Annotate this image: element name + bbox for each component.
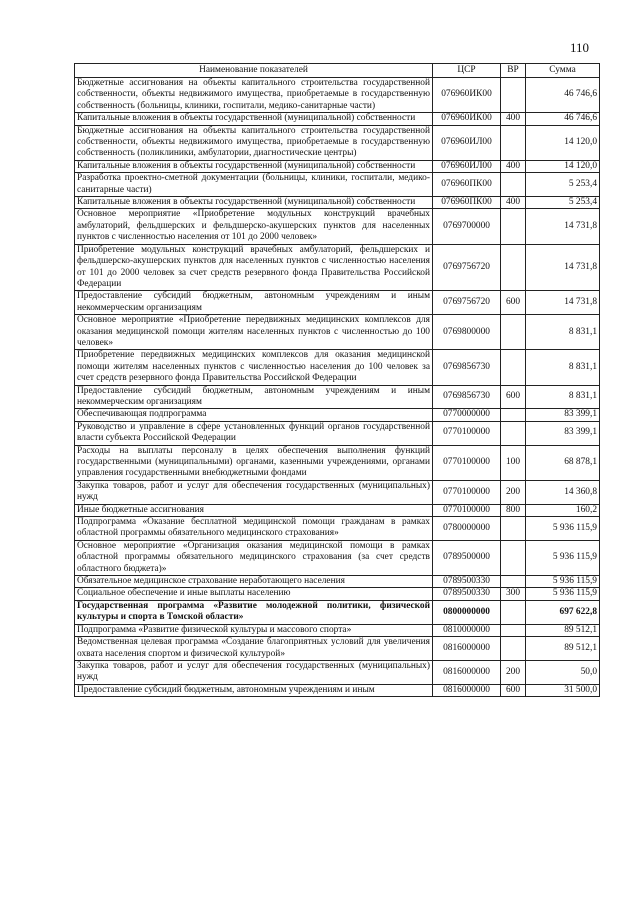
header-sum: Сумма: [526, 64, 600, 78]
cell-name: Бюджетные ассигнования на объекты капитального строительства государственной собственности, объекты недвижимого имущества, приобретаемые в государственную собственность (поликлиники, амбулатории, диагностические центры): [75, 125, 433, 160]
cell-csr: 0769700000: [433, 209, 501, 244]
cell-csr: 0770000000: [433, 409, 501, 421]
cell-sum: 14 120,0: [526, 160, 600, 172]
cell-vr: 400: [501, 113, 526, 125]
cell-sum: 46 746,6: [526, 78, 600, 113]
cell-csr: 0816000000: [433, 637, 501, 661]
cell-vr: 400: [501, 160, 526, 172]
cell-vr: 300: [501, 588, 526, 600]
cell-sum: 83 399,1: [526, 421, 600, 445]
cell-name: Закупка товаров, работ и услуг для обеспечения государственных (муниципальных) нужд: [75, 660, 433, 684]
header-csr: ЦСР: [433, 64, 501, 78]
cell-vr: [501, 125, 526, 160]
cell-name: Капитальные вложения в объекты государственной (муниципальной) собственности: [75, 197, 433, 209]
cell-sum: 697 622,8: [526, 600, 600, 624]
cell-csr: 0816000000: [433, 684, 501, 696]
table-row: [75, 197, 600, 209]
table-row: [75, 684, 600, 696]
table-row: [75, 350, 600, 385]
cell-csr: 0770100000: [433, 445, 501, 480]
table-row: [75, 385, 600, 409]
cell-csr: 0789500000: [433, 540, 501, 575]
header-name: Наименование показателей: [75, 64, 433, 78]
table-row: [75, 78, 600, 113]
table-row: [75, 409, 600, 421]
cell-sum: 50,0: [526, 660, 600, 684]
table-row: [75, 504, 600, 516]
cell-sum: 5 253,4: [526, 197, 600, 209]
cell-vr: 200: [501, 660, 526, 684]
cell-csr: 0770100000: [433, 421, 501, 445]
cell-vr: 100: [501, 445, 526, 480]
cell-name: Капитальные вложения в объекты государственной (муниципальной) собственности: [75, 160, 433, 172]
cell-csr: 0800000000: [433, 600, 501, 624]
cell-vr: [501, 209, 526, 244]
cell-name: Бюджетные ассигнования на объекты капитального строительства государственной собственности, объекты недвижимого имущества, приобретаемые в государственную собственность (больницы, клиники, госпитали, медико-санитарные части): [75, 78, 433, 113]
table-row: [75, 540, 600, 575]
cell-vr: 600: [501, 385, 526, 409]
table-row: [75, 576, 600, 588]
cell-csr: 0789500330: [433, 576, 501, 588]
cell-sum: 68 878,1: [526, 445, 600, 480]
cell-name: Приобретение модульных конструкций врачебных амбулаторий, фельдшерских и фельдшерско-акушерских пунктов для населенных пунктов с численностью населения от 101 до 2000 человек за счет средств резервного фонда Правительства Российской Федерации: [75, 244, 433, 291]
cell-sum: 14 120,0: [526, 125, 600, 160]
cell-name: Обеспечивающая подпрограмма: [75, 409, 433, 421]
cell-sum: 14 360,8: [526, 480, 600, 504]
cell-sum: 8 831,1: [526, 385, 600, 409]
cell-vr: [501, 600, 526, 624]
cell-vr: [501, 409, 526, 421]
table-row: [75, 588, 600, 600]
cell-csr: 076960ИЛ00: [433, 125, 501, 160]
cell-sum: 89 512,1: [526, 624, 600, 636]
table-row: [75, 291, 600, 315]
cell-vr: [501, 350, 526, 385]
table-header-row: [75, 64, 600, 78]
cell-name: Государственная программа «Развитие молодежной политики, физической культуры и спорта в Томской области»: [75, 600, 433, 624]
cell-vr: [501, 576, 526, 588]
page-number: 110: [570, 40, 590, 55]
cell-csr: 0789500330: [433, 588, 501, 600]
cell-name: Социальное обеспечение и иные выплаты населению: [75, 588, 433, 600]
table-row: [75, 660, 600, 684]
cell-vr: [501, 78, 526, 113]
cell-csr: 0810000000: [433, 624, 501, 636]
header-vr: ВР: [501, 64, 526, 78]
cell-name: Подпрограмма «Развитие физической культуры и массового спорта»: [75, 624, 433, 636]
cell-vr: [501, 244, 526, 291]
cell-vr: 600: [501, 291, 526, 315]
cell-name: Предоставление субсидий бюджетным, автономным учреждениям и иным: [75, 684, 433, 696]
cell-sum: 8 831,1: [526, 315, 600, 350]
cell-name: Основное мероприятие «Организация оказания медицинской помощи в рамках областной программы обязательного медицинского страхования (за счет средств областного бюджета)»: [75, 540, 433, 575]
cell-sum: 14 731,8: [526, 209, 600, 244]
cell-csr: 076960ПК00: [433, 173, 501, 197]
cell-sum: 14 731,8: [526, 291, 600, 315]
cell-vr: 400: [501, 197, 526, 209]
cell-csr: 0770100000: [433, 480, 501, 504]
table-row: [75, 517, 600, 541]
cell-sum: 31 500,0: [526, 684, 600, 696]
table-row: [75, 244, 600, 291]
table-row: [75, 624, 600, 636]
cell-name: Иные бюджетные ассигнования: [75, 504, 433, 516]
cell-vr: [501, 173, 526, 197]
table-row: [75, 637, 600, 661]
cell-csr: 0769856730: [433, 385, 501, 409]
cell-sum: 14 731,8: [526, 244, 600, 291]
cell-name: Подпрограмма «Оказание бесплатной медицинской помощи гражданам в рамках областной программы обязательного медицинского страхования»: [75, 517, 433, 541]
cell-name: Закупка товаров, работ и услуг для обеспечения государственных (муниципальных) нужд: [75, 480, 433, 504]
cell-csr: 076960ИК00: [433, 113, 501, 125]
cell-csr: 0769756720: [433, 244, 501, 291]
table-row: [75, 445, 600, 480]
table-row: [75, 421, 600, 445]
table-row: [75, 125, 600, 160]
cell-name: Основное мероприятие «Приобретение модульных конструкций врачебных амбулаторий, фельдшерских и фельдшерско-акушерских пунктов для населенных пунктов с численностью населения от 101 до 2000 человек»: [75, 209, 433, 244]
cell-name: Обязательное медицинское страхование неработающего населения: [75, 576, 433, 588]
table-body: [75, 78, 600, 697]
cell-name: Руководство и управление в сфере установленных функций органов государственной власти субъекта Российской Федерации: [75, 421, 433, 445]
cell-csr: 076960ПК00: [433, 197, 501, 209]
cell-vr: [501, 315, 526, 350]
cell-csr: 0780000000: [433, 517, 501, 541]
cell-sum: 83 399,1: [526, 409, 600, 421]
cell-name: Предоставление субсидий бюджетным, автономным учреждениям и иным некоммерческим организациям: [75, 385, 433, 409]
table-row: [75, 600, 600, 624]
table-row: [75, 480, 600, 504]
table-row: [75, 209, 600, 244]
cell-sum: 5 936 115,9: [526, 540, 600, 575]
cell-name: Ведомственная целевая программа «Создание благоприятных условий для увеличения охвата населения спортом и физической культурой»: [75, 637, 433, 661]
cell-csr: 0769800000: [433, 315, 501, 350]
cell-vr: 800: [501, 504, 526, 516]
cell-name: Капитальные вложения в объекты государственной (муниципальной) собственности: [75, 113, 433, 125]
cell-vr: [501, 624, 526, 636]
cell-vr: [501, 637, 526, 661]
cell-sum: 5 253,4: [526, 173, 600, 197]
cell-vr: 600: [501, 684, 526, 696]
table-row: [75, 113, 600, 125]
cell-csr: 0769756720: [433, 291, 501, 315]
cell-csr: 0769856730: [433, 350, 501, 385]
cell-sum: 8 831,1: [526, 350, 600, 385]
cell-name: Разработка проектно-сметной документации (больницы, клиники, госпитали, медико-санитарные части): [75, 173, 433, 197]
cell-name: Расходы на выплаты персоналу в целях обеспечения выполнения функций государственными (муниципальными) органами, казенными учреждениями, органами управления государственными внебюджетными фондами: [75, 445, 433, 480]
cell-csr: 076960ИК00: [433, 78, 501, 113]
cell-csr: 076960ИЛ00: [433, 160, 501, 172]
table-row: [75, 315, 600, 350]
cell-vr: [501, 517, 526, 541]
table-row: [75, 160, 600, 172]
cell-sum: 46 746,6: [526, 113, 600, 125]
cell-vr: [501, 540, 526, 575]
cell-name: Предоставление субсидий бюджетным, автономным учреждениям и иным некоммерческим организациям: [75, 291, 433, 315]
cell-sum: 5 936 115,9: [526, 576, 600, 588]
cell-sum: 5 936 115,9: [526, 588, 600, 600]
cell-csr: 0816000000: [433, 660, 501, 684]
table-row: [75, 173, 600, 197]
cell-sum: 89 512,1: [526, 637, 600, 661]
cell-sum: 5 936 115,9: [526, 517, 600, 541]
cell-name: Приобретение передвижных медицинских комплексов для оказания медицинской помощи жителям населенных пунктов с численностью населения до 100 человек за счет средств резервного фонда Правительства Российской Федерации: [75, 350, 433, 385]
budget-table: [74, 63, 600, 697]
cell-name: Основное мероприятие «Приобретение передвижных медицинских комплексов для оказания медицинской помощи жителям населенных пунктов с численностью до 100 человек»: [75, 315, 433, 350]
cell-sum: 160,2: [526, 504, 600, 516]
cell-csr: 0770100000: [433, 504, 501, 516]
cell-vr: [501, 421, 526, 445]
cell-vr: 200: [501, 480, 526, 504]
